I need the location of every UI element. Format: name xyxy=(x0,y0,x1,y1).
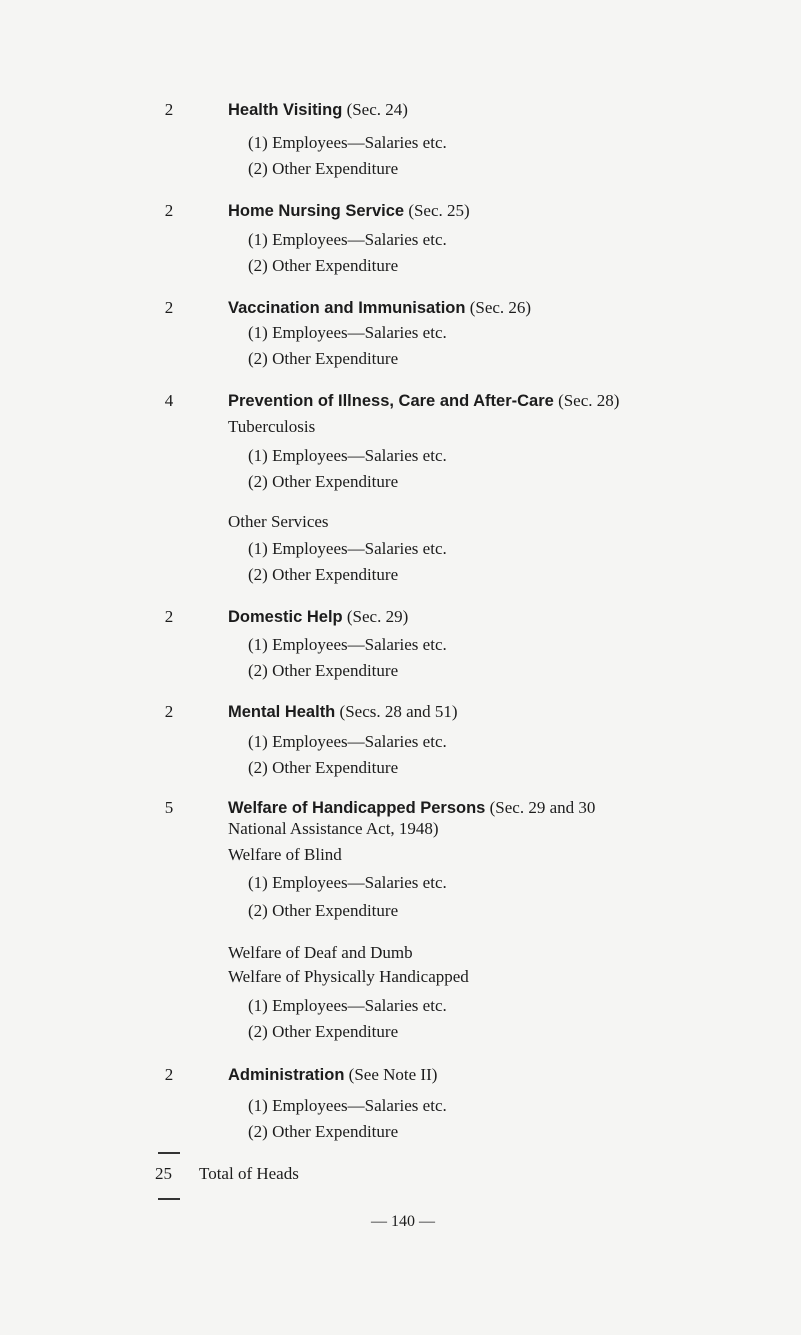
line-item: (1) Employees—Salaries etc. xyxy=(248,996,447,1015)
section-count: 2 xyxy=(164,201,174,220)
line-item: (2) Other Expenditure xyxy=(248,901,399,920)
section-title: Welfare of Handicapped Persons xyxy=(228,799,486,817)
section-count: 5 xyxy=(164,798,174,817)
group-label: Tuberculosis xyxy=(228,417,316,436)
line-item: (2) Other Expenditure xyxy=(248,472,399,491)
section-heading xyxy=(228,701,458,723)
section-count: 2 xyxy=(164,298,174,317)
section-title: Home Nursing Service xyxy=(228,202,405,220)
section-title: Domestic Help xyxy=(228,608,343,626)
line-item: (2) Other Expenditure xyxy=(248,349,399,368)
section-count: 4 xyxy=(164,391,174,410)
line-item: (2) Other Expenditure xyxy=(248,758,399,777)
page-number-text: — 140 — xyxy=(371,1213,435,1230)
line-item: (1) Employees—Salaries etc. xyxy=(248,635,447,654)
total-rule-bottom xyxy=(158,1198,180,1200)
section-heading xyxy=(228,606,408,628)
section-ref: (Sec. 29) xyxy=(342,607,409,626)
line-item: (2) Other Expenditure xyxy=(248,256,399,275)
line-item: (2) Other Expenditure xyxy=(248,565,399,584)
group-label: Welfare of Physically Handicapped xyxy=(228,967,469,986)
section-ref-continued: National Assistance Act, 1948) xyxy=(228,819,439,838)
total-rule-top xyxy=(158,1152,180,1154)
line-item: (2) Other Expenditure xyxy=(248,159,399,178)
total-count: 25 xyxy=(155,1164,172,1183)
line-item: (1) Employees—Salaries etc. xyxy=(248,539,447,558)
section-ref: (See Note II) xyxy=(344,1065,438,1084)
section-title: Health Visiting xyxy=(228,101,343,119)
section-ref: (Sec. 25) xyxy=(404,201,470,220)
section-title: Mental Health xyxy=(228,703,336,721)
section-ref: (Sec. 28) xyxy=(553,391,620,410)
section-count: 2 xyxy=(164,607,174,626)
line-item: (2) Other Expenditure xyxy=(248,1122,399,1141)
section-heading xyxy=(228,797,595,819)
section-ref: (Secs. 28 and 51) xyxy=(335,702,458,721)
line-item: (1) Employees—Salaries etc. xyxy=(248,230,447,249)
line-item: (1) Employees—Salaries etc. xyxy=(248,873,447,892)
section-ref: (Sec. 24) xyxy=(342,100,408,119)
line-item: (1) Employees—Salaries etc. xyxy=(248,133,447,152)
section-heading xyxy=(228,297,531,319)
section-heading xyxy=(228,390,619,412)
section-ref: (Sec. 26) xyxy=(465,298,532,317)
total-label: Total of Heads xyxy=(199,1164,299,1183)
line-item: (2) Other Expenditure xyxy=(248,661,399,680)
section-count: 2 xyxy=(164,1065,174,1084)
section-heading xyxy=(228,99,408,121)
line-item: (1) Employees—Salaries etc. xyxy=(248,446,447,465)
line-item: (1) Employees—Salaries etc. xyxy=(248,323,447,342)
section-ref: (Sec. 29 and 30 xyxy=(485,798,596,817)
group-label: Other Services xyxy=(228,512,329,531)
section-title: Prevention of Illness, Care and After-Care xyxy=(228,392,554,410)
section-heading xyxy=(228,200,470,222)
line-item: (2) Other Expenditure xyxy=(248,1022,399,1041)
section-title: Vaccination and Immunisation xyxy=(228,299,466,317)
section-count: 2 xyxy=(164,702,174,721)
group-label: Welfare of Blind xyxy=(228,845,342,864)
group-label: Welfare of Deaf and Dumb xyxy=(228,943,413,962)
line-item: (1) Employees—Salaries etc. xyxy=(248,732,447,751)
line-item: (1) Employees—Salaries etc. xyxy=(248,1096,447,1115)
section-heading xyxy=(228,1064,437,1086)
section-count: 2 xyxy=(164,100,174,119)
section-title: Administration xyxy=(228,1066,345,1084)
